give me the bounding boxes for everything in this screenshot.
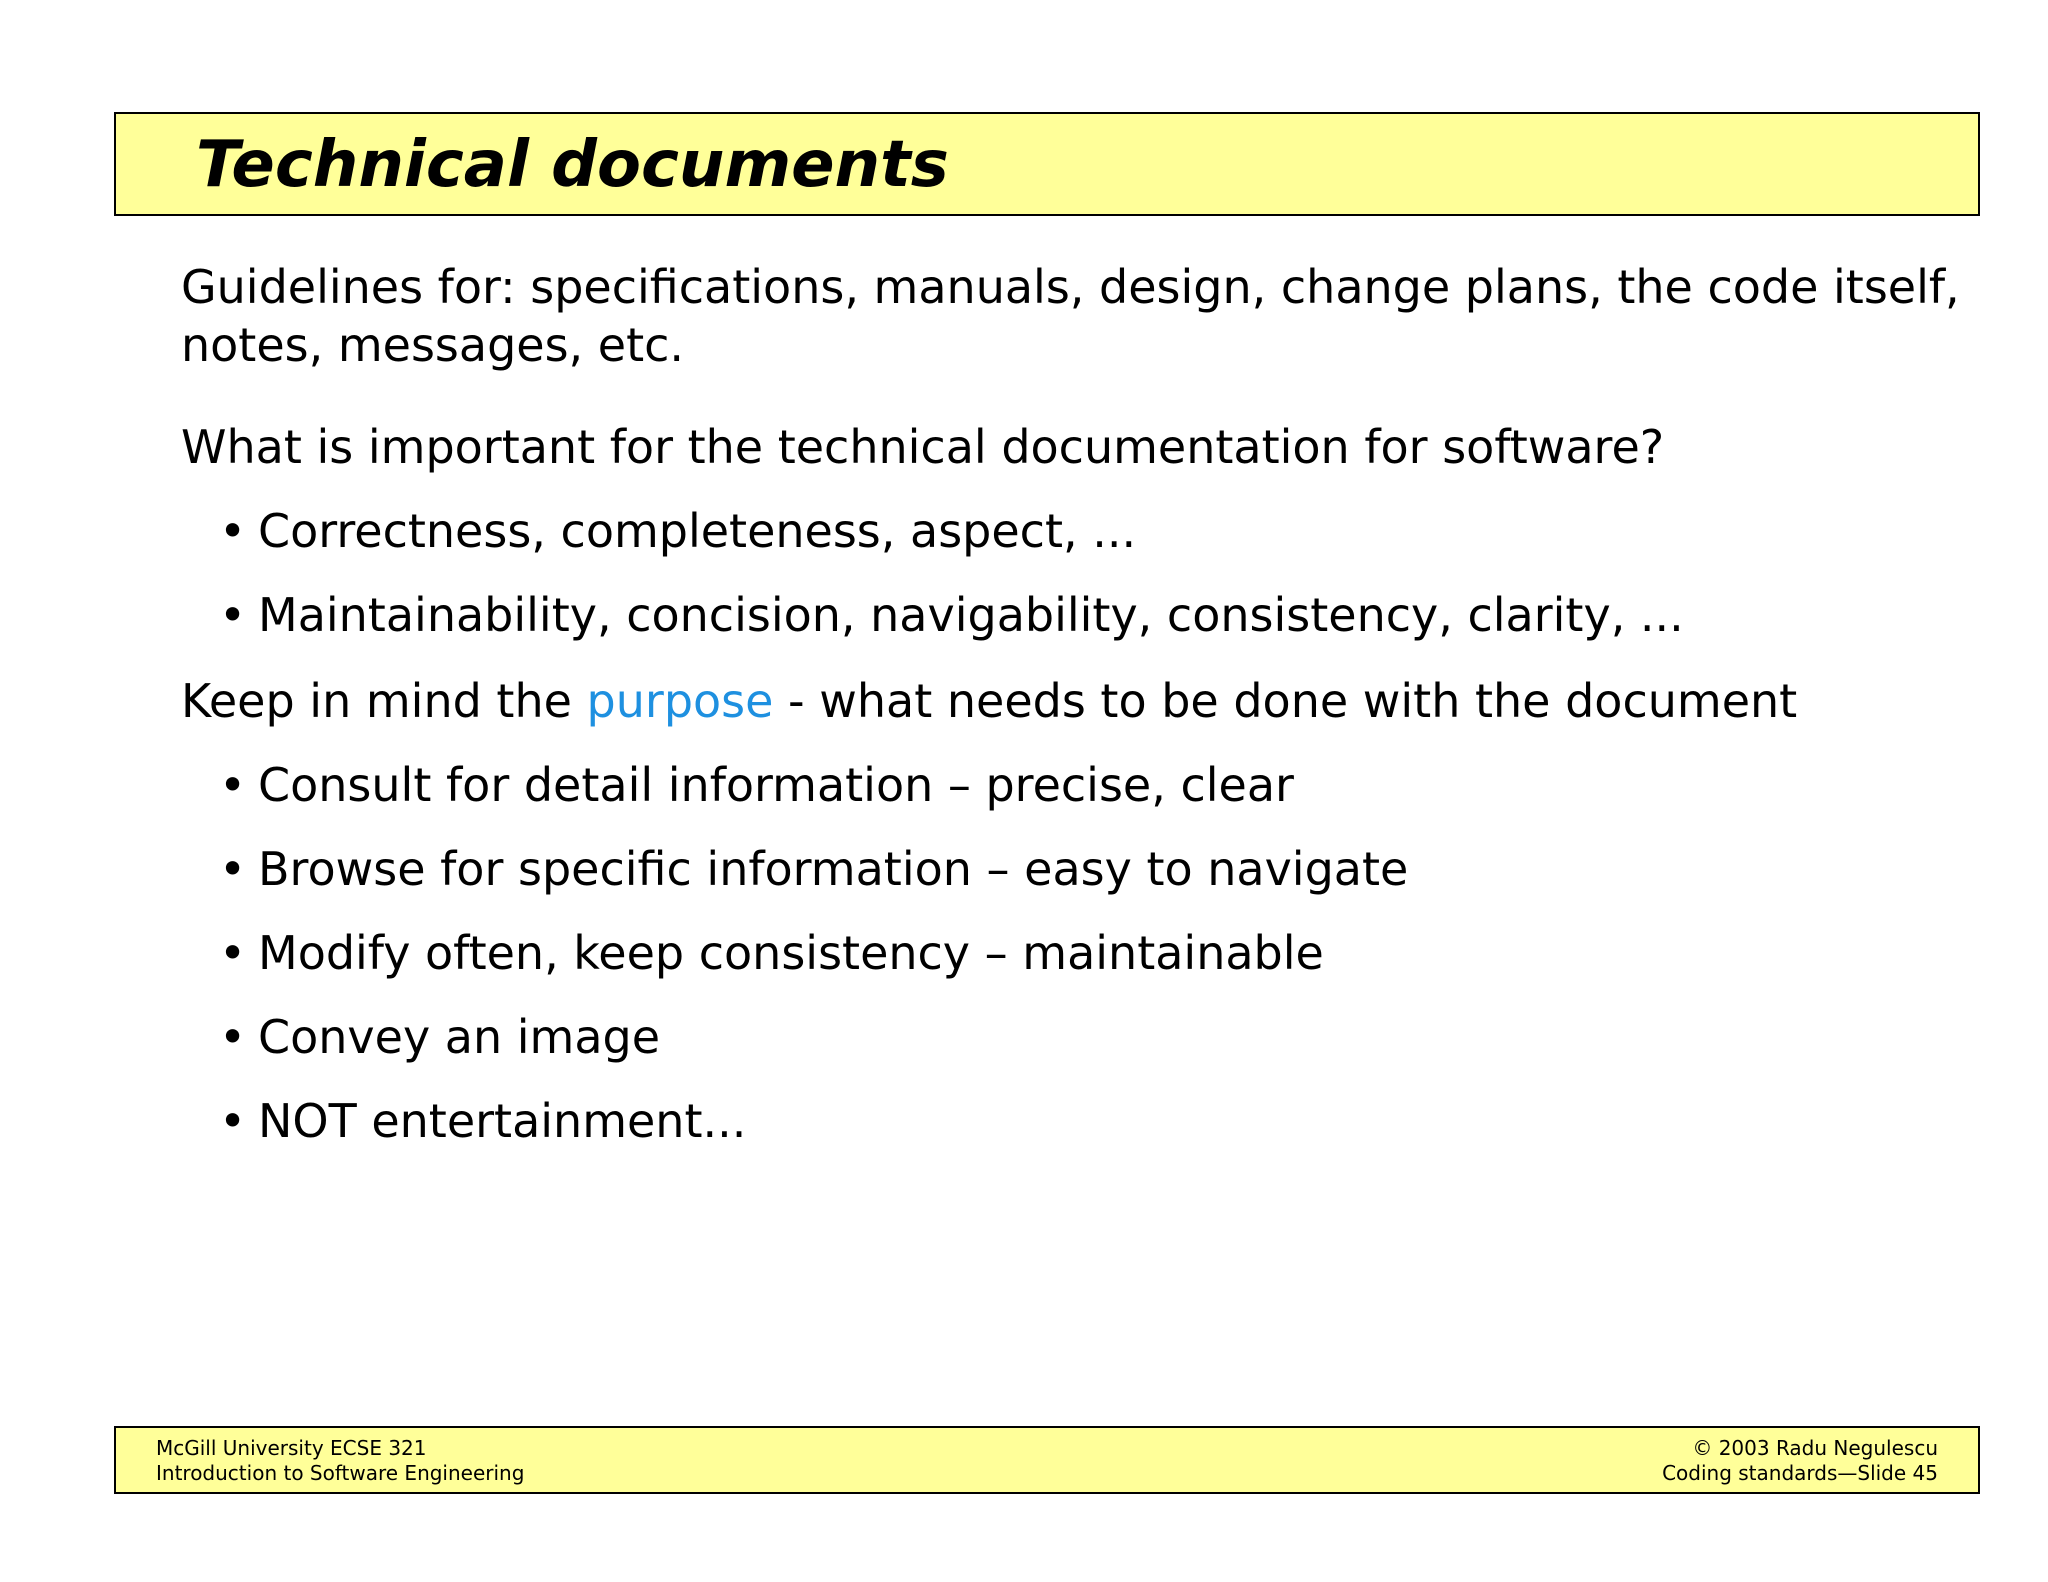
list-item xyxy=(181,1092,1961,1150)
purpose-text-after: - what needs to be done with the document xyxy=(773,674,1798,728)
bullet-icon: • xyxy=(219,1010,247,1064)
paragraph-purpose xyxy=(181,672,1961,730)
bullet-icon: • xyxy=(219,926,247,980)
slide-title: Technical documents xyxy=(196,128,949,202)
list-item-text: Convey an image xyxy=(258,1010,661,1064)
list-item xyxy=(181,840,1961,898)
bullet-icon: • xyxy=(219,842,247,896)
list-item xyxy=(181,1008,1961,1066)
list-item xyxy=(181,502,1961,560)
list-item-text: Maintainability, concision, navigability, consistency, clarity, ... xyxy=(258,588,1684,642)
list-item xyxy=(181,586,1961,644)
title-bar xyxy=(114,112,1980,216)
list-item-text: Correctness, completeness, aspect, ... xyxy=(258,504,1137,558)
list-item-text: Browse for specific information – easy to navigate xyxy=(258,842,1409,896)
bullet-icon: • xyxy=(219,504,247,558)
footer-university: McGill University ECSE 321 xyxy=(156,1436,427,1460)
bullet-icon: • xyxy=(219,758,247,812)
bullet-icon: • xyxy=(219,1094,247,1148)
bullet-list-qualities xyxy=(181,502,1961,644)
bullet-icon: • xyxy=(219,588,247,642)
slide-content xyxy=(181,258,1961,1150)
footer-slide-info xyxy=(1662,1436,1938,1486)
footer-copyright: © 2003 Radu Negulescu xyxy=(1692,1436,1938,1460)
list-item-text: Modify often, keep consistency – maintainable xyxy=(258,926,1324,980)
paragraph-question: What is important for the technical documentation for software? xyxy=(181,420,1665,474)
paragraph-guidelines: Guidelines for: specifications, manuals, design, change plans, the code itself, notes, messages, etc. xyxy=(181,260,1960,372)
list-item xyxy=(181,756,1961,814)
footer-slide-number: Coding standards—Slide 45 xyxy=(1662,1461,1938,1485)
purpose-highlight: purpose xyxy=(586,674,774,728)
purpose-text-before: Keep in mind the xyxy=(181,674,587,728)
bullet-list-purposes xyxy=(181,756,1961,1150)
footer-course-info xyxy=(156,1436,524,1486)
footer-course-title: Introduction to Software Engineering xyxy=(156,1461,525,1485)
list-item-text: Consult for detail information – precise, clear xyxy=(258,758,1294,812)
footer-bar xyxy=(114,1426,1980,1494)
list-item xyxy=(181,924,1961,982)
list-item-text: NOT entertainment... xyxy=(258,1094,747,1148)
